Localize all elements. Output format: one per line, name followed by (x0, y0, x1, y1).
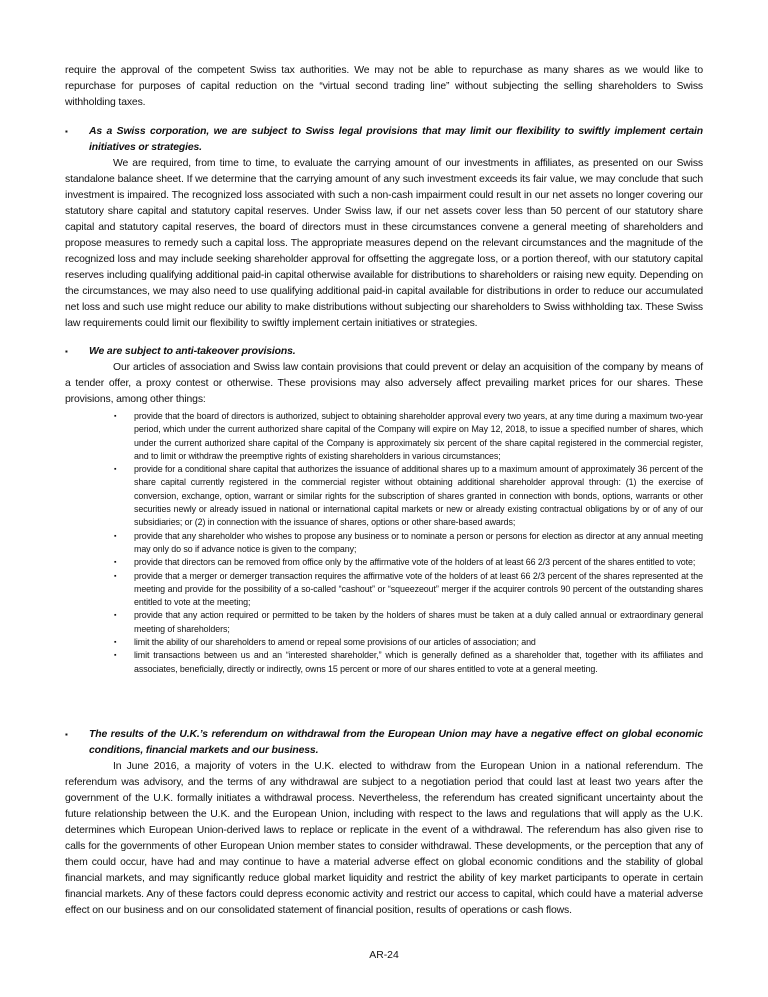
bullet-icon: ▪ (114, 612, 117, 620)
list-item (114, 609, 703, 636)
bullet-icon: ▪ (114, 639, 117, 647)
section-body-swiss-legal (65, 156, 703, 332)
bullet-icon: ▪ (114, 572, 117, 580)
list-item-text: limit the ability of our shareholders to amend or repeal some provisions of our articles of association; and (134, 637, 536, 648)
list-item (114, 636, 703, 649)
paragraph-intro (65, 63, 703, 111)
paragraph-text: require the approval of the competent Swiss tax authorities. We may not be able to repurchase as many shares as we would like to repurchase for purposes of capital reduction on the “virtual second trading line” without subjecting the selling shareholders to Swiss withholding taxes. (65, 65, 703, 108)
bullet-icon: ▪ (114, 466, 117, 474)
bullet-icon: ▪ (65, 730, 68, 739)
list-item-text: provide for a conditional share capital that authorizes the issuance of additional shares up to a maximum amount of approximately 36 percent of the share capital currently registered in the commercial register without obtaining additional shareholder approval through: (1) the exercise of conversion, exchange, option, warrant or similar rights for the subscription of shares granted in connection with bonds, options, warrants or other securities newly or already issued in national or international capital markets or new or already existing contractual obligations by or of any of our subsidiaries; or (2) in connection with the issuance of shares, options or other share-based awards; (134, 464, 703, 528)
list-item-text: provide that the board of directors is authorized, subject to obtaining shareholder approval every two years, at any time during a maximum two-year period, which under the current authorized share capital of the Company will expire on May 12, 2018, to issue a specified number of shares, which under the current authorized share capital of the Company is approximately six percent of the share capital registered in the commercial register, and to limit or withdraw the preemptive rights of existing shareholders in various circumstances; (134, 411, 703, 461)
list-item (114, 556, 703, 569)
paragraph-text: We are required, from time to time, to evaluate the carrying amount of our investments in affiliates, as presented on our Swiss standalone balance sheet. If we determine that the carrying amount of any such investment exceeds its fair value, we may conclude that such investment is impaired. The recognized loss associated with such a non-cash impairment could result in our net assets no longer covering our statutory share capital and statutory capital reserves. Under Swiss law, if our net assets cover less than 50 percent of our statutory share capital and statutory capital reserves, the board of directors must in these circumstances convene a general meeting of shareholders and propose measures to remedy such a capital loss. The appropriate measures depend on the relevant circumstances and the magnitude of the recognized loss and may include seeking shareholder approval for offsetting the aggregate loss, or a portion thereof, with our statutory capital reserves including qualifying additional paid-in capital otherwise available for distributions to shareholders or raising new equity. Depending on the circumstances, we may also need to use qualifying additional paid-in capital available for distributions in order to reduce our accumulated net loss and such use might reduce our ability to make distributions without subjecting our shareholders to Swiss withholding tax. These Swiss law requirements could limit our flexibility to swiftly implement certain initiatives or strategies. (65, 158, 703, 329)
heading-text: As a Swiss corporation, we are subject to Swiss legal provisions that may limit our flexibility to swiftly implement certain initiatives or strategies. (89, 126, 703, 153)
page-number: AR-24 (369, 950, 399, 961)
heading-text: We are subject to anti-takeover provisions. (89, 346, 296, 357)
list-item (114, 410, 703, 463)
paragraph-text: Our articles of association and Swiss law contain provisions that could prevent or delay an acquisition of the company by means of a tender offer, a proxy contest or otherwise. These provisions may also adversely affect prevailing market prices for our shares. These provisions, among other things: (65, 362, 703, 405)
bullet-icon: ▪ (114, 532, 117, 540)
bullet-icon: ▪ (114, 559, 117, 567)
list-item-text: provide that a merger or demerger transaction requires the affirmative vote of the holders of at least 66 2/3 percent of the shares represented at the meeting and provide for the possibility of a so-called “cashout” or “squeezeout” merger if the acquirer controls 90 percent of the outstanding shares entitled to vote at the meeting; (134, 570, 703, 608)
bullet-icon: ▪ (65, 347, 68, 356)
section-heading-swiss-legal (65, 124, 703, 156)
list-item (114, 649, 703, 676)
bullet-icon: ▪ (114, 413, 117, 420)
list-item-text: provide that any shareholder who wishes to propose any business or to nominate a person or persons for election as director at any annual meeting may only do so if advance notice is given to the company; (134, 530, 703, 554)
section-body-anti-takeover (65, 360, 703, 408)
section-heading-brexit (65, 727, 703, 759)
list-item-text: limit transactions between us and an “interested shareholder,” which is generally defined as a shareholder that, together with its affiliates and associates, beneficially, directly or indirectly, owns 15 percent or more of our shares entitled to vote at a general meeting. (134, 650, 703, 674)
bullet-icon: ▪ (65, 127, 68, 136)
list-item (114, 463, 703, 529)
heading-text: The results of the U.K.’s referendum on withdrawal from the European Union may have a negative effect on global economic conditions, financial markets and our business. (89, 729, 703, 756)
list-item-text: provide that any action required or permitted to be taken by the holders of shares must be taken at a duly called annual or extraordinary general meeting of shareholders; (134, 610, 703, 634)
bullet-icon: ▪ (114, 652, 117, 660)
section-heading-anti-takeover (65, 344, 703, 360)
section-body-brexit (65, 759, 703, 919)
list-item (114, 530, 703, 557)
paragraph-text: In June 2016, a majority of voters in the U.K. elected to withdraw from the European Union in a national referendum. The referendum was advisory, and the terms of any withdrawal are subject to a negotiation period that could last at least two years after the government of the U.K. formally initiates a withdrawal process. Nevertheless, the referendum has created significant uncertainty about the future relationship between the U.K. and the European Union, including with respect to the laws and regulations that will apply as the U.K. determines which European Union-derived laws to replace or replicate in the event of a withdrawal. The referendum has also given rise to calls for the governments of other European Union member states to consider withdrawal. These developments, or the perception that any of them could occur, have had and may continue to have a material adverse effect on global economic conditions and the stability of global financial markets, and may significantly reduce global market liquidity and restrict the ability of key market participants to operate in certain financial markets. Any of these factors could depress economic activity and restrict our access to capital, which could have a material adverse effect on our business and on our consolidated statement of financial position, results of operations or cash flows. (65, 761, 703, 916)
list-item-text: provide that directors can be removed from office only by the affirmative vote of the holders of at least 66 2/3 percent of the shares entitled to vote; (134, 557, 696, 568)
list-item (114, 570, 703, 610)
provisions-list (114, 410, 703, 676)
